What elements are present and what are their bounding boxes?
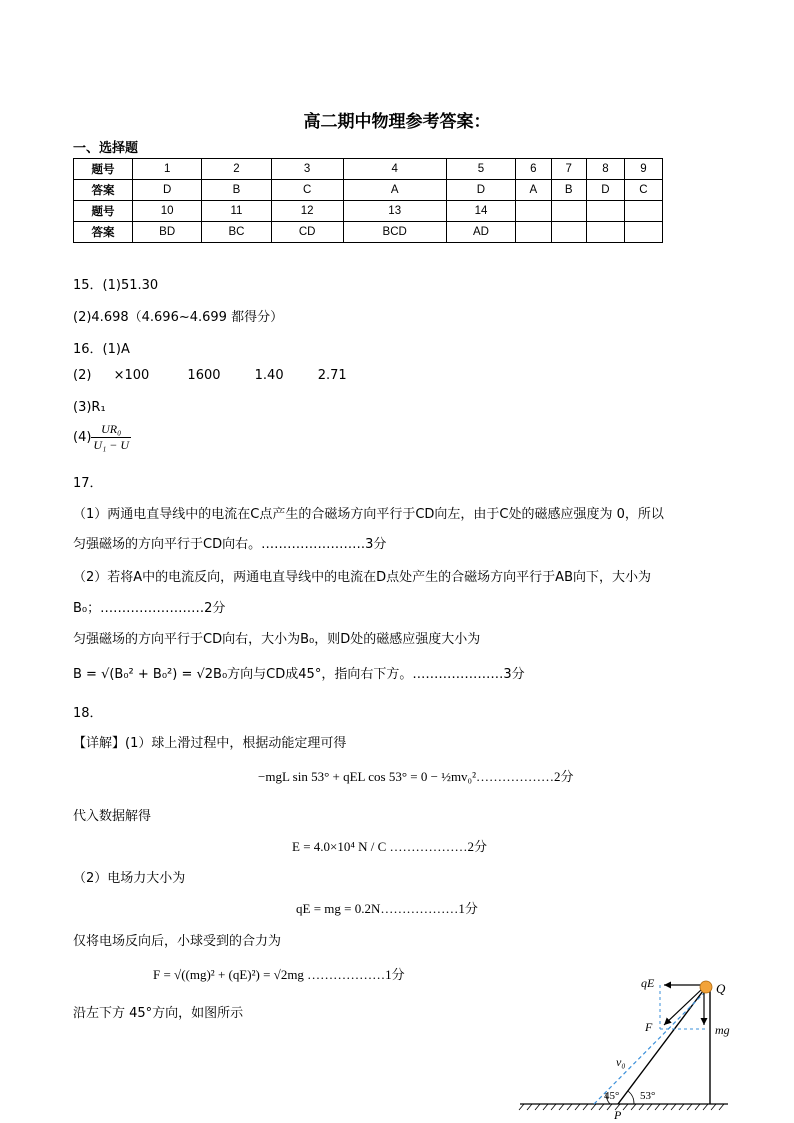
q17-number: 17．	[73, 476, 103, 491]
q18-equation-4: F = √((mg)² + (qE)²) = √2mg ………………1分	[153, 967, 405, 982]
table-cell: CD	[271, 222, 343, 243]
fraction-denominator: U₁ − U	[93, 438, 130, 452]
table-cell: C	[271, 180, 343, 201]
label-angle-45: 45°	[604, 1090, 620, 1102]
q16-part-label: (2)	[73, 368, 92, 383]
q18-paragraph: 沿左下方 45°方向，如图所示	[73, 1006, 244, 1021]
q15-answer-1: 15．(1)51.30	[73, 278, 159, 293]
q18-paragraph: （2）电场力大小为	[73, 871, 186, 886]
table-cell: 3	[271, 159, 343, 180]
q17-equation: B = √(B₀² + B₀²) = √2B₀方向与CD成45°，指向右下方。…………………3分	[73, 667, 525, 682]
table-cell: 1	[133, 159, 202, 180]
table-cell: 2	[202, 159, 271, 180]
F-arrow	[664, 989, 702, 1025]
table-row	[74, 201, 663, 222]
q16-answer-3: (3)R₁	[73, 400, 106, 415]
q17-paragraph: 匀强磁场的方向平行于CD向右，大小为B₀，则D处的磁感应强度大小为	[73, 632, 481, 647]
table-cell	[624, 201, 662, 222]
ground-hatch	[519, 1104, 724, 1110]
row-label: 答案	[74, 180, 133, 201]
table-cell: C	[624, 180, 662, 201]
velocity-direction-line	[594, 993, 704, 1104]
q16-value: 1600	[187, 368, 221, 383]
q17-paragraph: B₀；……………………2分	[73, 601, 226, 616]
label-mg: mg	[715, 1023, 730, 1037]
table-cell	[551, 222, 586, 243]
table-cell: A	[516, 180, 551, 201]
table-cell	[586, 201, 624, 222]
q16-value: 1.40	[254, 368, 284, 383]
row-label: 题号	[74, 159, 133, 180]
table-row	[74, 180, 663, 201]
row-label: 题号	[74, 201, 133, 222]
q18-paragraph: 代入数据解得	[73, 809, 152, 824]
q16-answer-4	[73, 422, 131, 453]
table-cell: D	[133, 180, 202, 201]
table-cell: 10	[133, 201, 202, 222]
table-cell: 14	[446, 201, 515, 222]
table-cell	[516, 222, 551, 243]
q17-paragraph: （1）两通电直导线中的电流在C点产生的合磁场方向平行于CD向左，由于C处的磁感应强度为 0，所以	[73, 507, 664, 522]
q17-paragraph: 匀强磁场的方向平行于CD向右。……………………3分	[73, 537, 387, 552]
table-cell: 11	[202, 201, 271, 222]
table-cell: 9	[624, 159, 662, 180]
table-cell: 6	[516, 159, 551, 180]
fraction-numerator: UR₀	[91, 422, 131, 438]
table-cell	[516, 201, 551, 222]
table-cell	[551, 201, 586, 222]
q16-value: ×100	[113, 368, 150, 383]
label-Q: Q	[716, 981, 726, 996]
label-angle-53: 53°	[640, 1090, 656, 1102]
q18-paragraph: 仅将电场反向后，小球受到的合力为	[73, 934, 282, 949]
page-title: 高二期中物理参考答案：	[303, 112, 491, 132]
table-cell: 4	[343, 159, 446, 180]
table-cell: AD	[446, 222, 515, 243]
table-cell: B	[551, 180, 586, 201]
table-row	[74, 159, 663, 180]
answer-table	[73, 158, 663, 243]
label-F: F	[645, 1020, 653, 1034]
q18-paragraph: 【详解】(1）球上滑过程中，根据动能定理可得	[73, 736, 347, 751]
q15-answer-2: (2)4.698（4.696~4.699 都得分）	[73, 310, 284, 325]
label-v0: v₀	[616, 1055, 626, 1069]
q16-part-label: (4)	[73, 430, 92, 445]
q17-paragraph: （2）若将A中的电流反向，两通电直导线中的电流在D点处产生的合磁场方向平行于AB向下，大小为	[73, 570, 651, 585]
q18-equation-3: qE = mg = 0.2N………………1分	[296, 901, 478, 916]
table-cell: D	[586, 180, 624, 201]
table-cell	[624, 222, 662, 243]
table-cell: 8	[586, 159, 624, 180]
table-cell: B	[202, 180, 271, 201]
label-P: P	[614, 1108, 622, 1122]
ball-Q	[700, 981, 712, 993]
table-cell: 7	[551, 159, 586, 180]
table-cell: D	[446, 180, 515, 201]
row-label: 答案	[74, 222, 133, 243]
label-qE: qE	[641, 976, 655, 990]
section-heading-choice: 一、选择题	[73, 141, 139, 156]
q16-value: 2.71	[317, 368, 347, 383]
q18-equation-1: −mgL sin 53° + qEL cos 53° = 0 − ½mv₀²………………2分	[258, 769, 574, 784]
table-row	[74, 222, 663, 243]
table-cell: BD	[133, 222, 202, 243]
table-cell	[586, 222, 624, 243]
force-diagram	[514, 963, 754, 1123]
table-cell: 5	[446, 159, 515, 180]
q16-answer-2	[73, 368, 347, 383]
table-cell: 13	[343, 201, 446, 222]
q18-number: 18．	[73, 706, 103, 721]
table-cell: BC	[202, 222, 271, 243]
q16-answer-1: 16．(1)A	[73, 342, 130, 357]
table-cell: 12	[271, 201, 343, 222]
q18-equation-2: E = 4.0×10⁴ N / C ………………2分	[292, 839, 488, 854]
table-cell: A	[343, 180, 446, 201]
table-cell: BCD	[343, 222, 446, 243]
